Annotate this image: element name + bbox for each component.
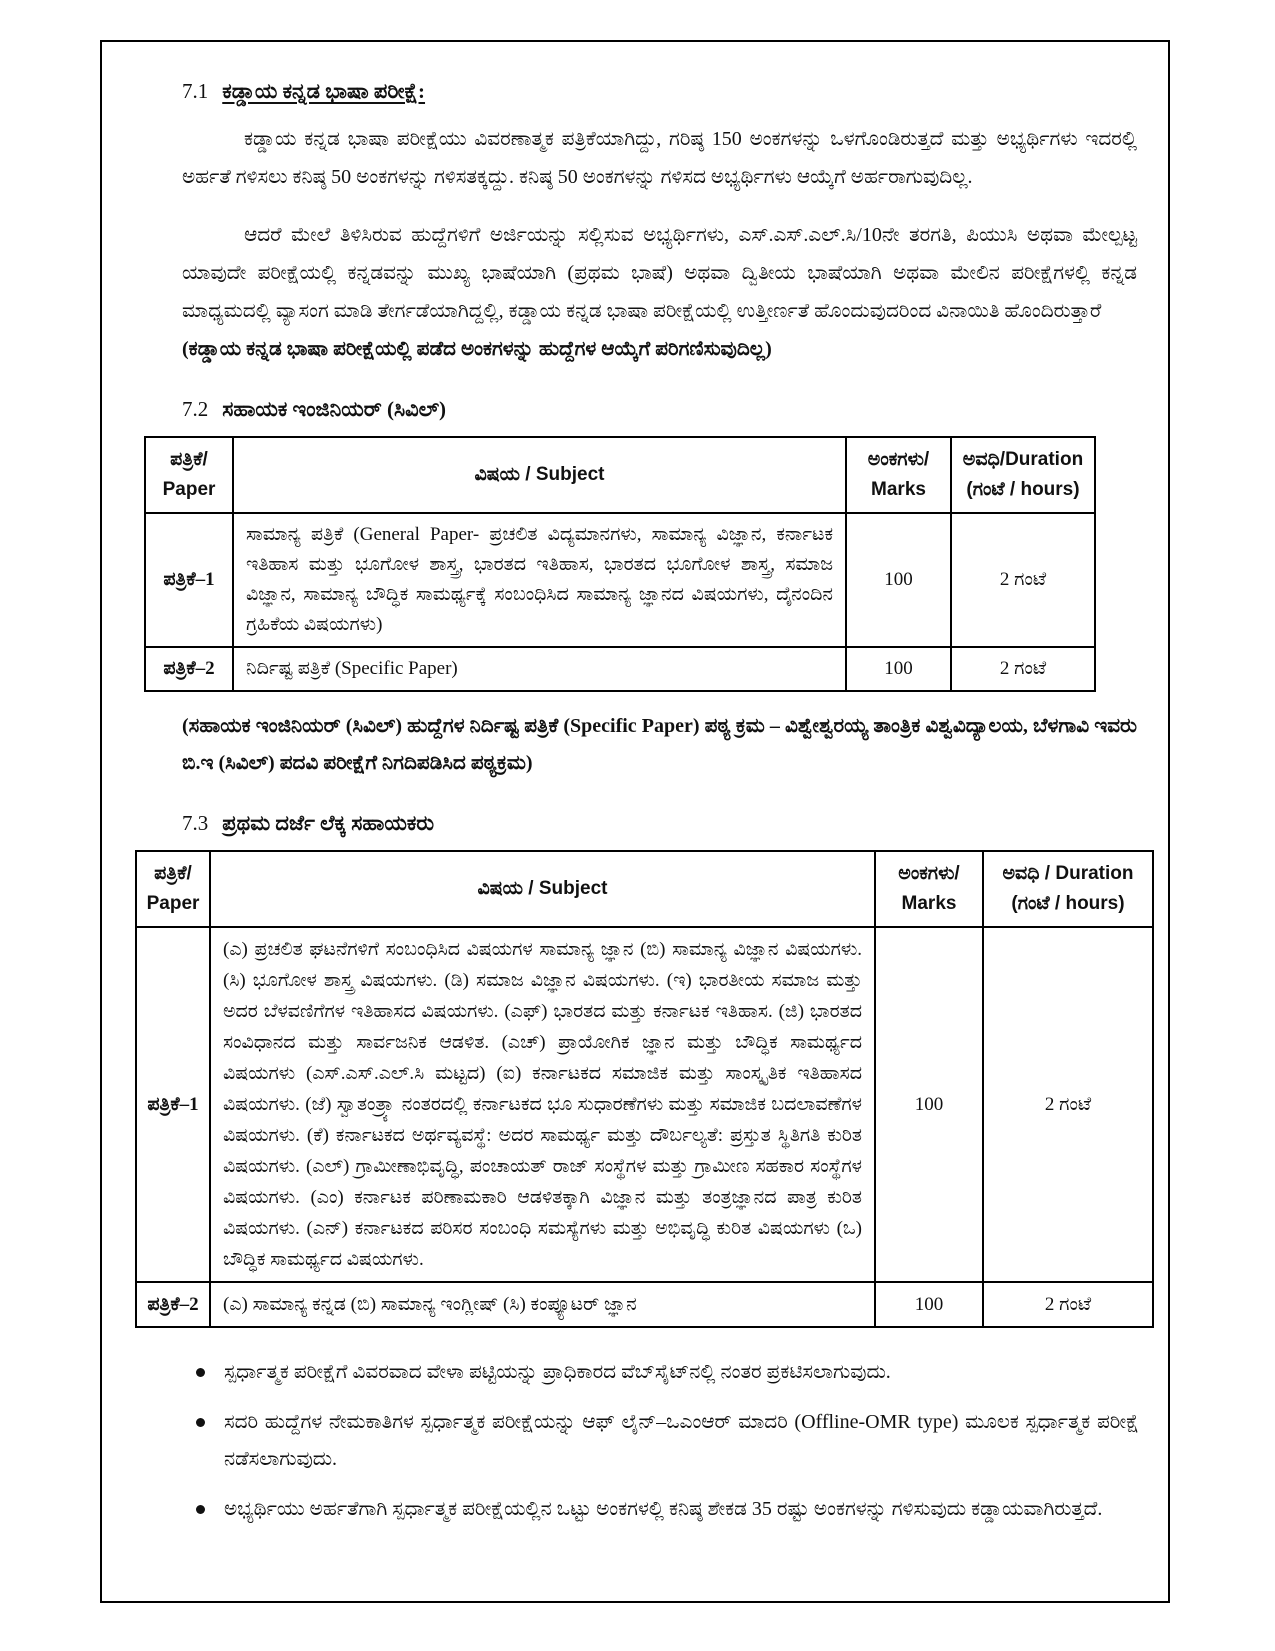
- bullet-icon: [196, 1505, 205, 1514]
- col-header-paper: [145, 437, 233, 513]
- col-header-subject: ವಿಷಯ / Subject: [233, 437, 846, 513]
- col-header-marks-kn: ಅಂಕಗಳು/: [867, 449, 930, 470]
- col-header-subject: ವಿಷಯ / Subject: [210, 851, 875, 927]
- col-header-duration-en: (ಗಂಟೆ / hours): [1011, 893, 1125, 914]
- section-7-3-heading: [182, 808, 1168, 838]
- cell-paper: ಪತ್ರಿಕೆ–1: [136, 927, 210, 1282]
- section-7-2-heading: [182, 394, 1168, 424]
- col-header-duration-en: (ಗಂಟೆ / hours): [966, 479, 1080, 500]
- section-7-3-title: ಪ್ರಥಮ ದರ್ಜೆ ಲೆಕ್ಕ ಸಹಾಯಕರು: [222, 811, 435, 835]
- page-content: [102, 42, 1168, 1601]
- bullet-text: ಅಭ್ಯರ್ಥಿಯು ಅರ್ಹತೆಗಾಗಿ ಸ್ಪರ್ಧಾತ್ಮಕ ಪರೀಕ್ಷೆಯಲ್ಲಿನ ಒಟ್ಟು ಅಂಕಗಳಲ್ಲಿ ಕನಿಷ್ಠ ಶೇಕಡ 35 ರಷ್ಟು ಅಂಕಗಳನ್ನು ಗಳಿಸುವುದು ಕಡ್ಡಾಯವಾಗಿರುತ್ತದೆ.: [224, 1498, 1103, 1520]
- col-header-duration-kn: ಅವಧಿ/Duration: [962, 449, 1084, 470]
- cell-duration: 2 ಗಂಟೆ: [983, 1282, 1153, 1327]
- table-first-division-assistants: [135, 850, 1154, 1328]
- table-7-3-header-row: [136, 851, 1153, 927]
- col-header-marks-en: Marks: [901, 893, 957, 914]
- section-7-2-title: ಸಹಾಯಕ ಇಂಜಿನಿಯರ್ (ಸಿವಿಲ್): [222, 397, 447, 421]
- col-header-marks-en: Marks: [871, 479, 926, 500]
- section-7-3-number: 7.3: [182, 811, 209, 835]
- col-header-marks: [875, 851, 983, 927]
- note-specific-paper-syllabus: (ಸಹಾಯಕ ಇಂಜಿನಿಯರ್ (ಸಿವಿಲ್) ಹುದ್ದೆಗಳ ನಿರ್ದಿಷ್ಟ ಪತ್ರಿಕೆ (Specific Paper) ಪಠ್ಯ ಕ್ರಮ – ವಿಶ್ವೇಶ್ವರಯ್ಯ ತಾಂತ್ರಿಕ ವಿಶ್ವವಿದ್ಯಾಲಯ, ಬೆಳಗಾವಿ ಇವರು ಬಿ.ಇ (ಸಿವಿಲ್) ಪದವಿ ಪರೀಕ್ಷೆಗೆ ನಿಗದಿಪಡಿಸಿದ ಪಠ್ಯಕ್ರಮ): [182, 715, 1137, 774]
- table-row-paper-2: [145, 647, 1095, 691]
- section-7-2-number: 7.2: [182, 397, 209, 421]
- bullet-icon: [196, 1418, 205, 1427]
- cell-subject: ನಿರ್ದಿಷ್ಟ ಪತ್ರಿಕೆ (Specific Paper): [233, 647, 846, 691]
- section-7-1-number: 7.1: [182, 79, 209, 103]
- table-row-paper-1: [145, 513, 1095, 647]
- cell-marks: 100: [875, 1282, 983, 1327]
- col-header-paper-en: Paper: [162, 479, 216, 500]
- table-row-paper-1: [136, 927, 1153, 1282]
- col-header-paper-kn: ಪತ್ರಿಕೆ/: [170, 449, 208, 470]
- col-header-paper-kn: ಪತ್ರಿಕೆ/: [154, 863, 192, 884]
- cell-marks: 100: [875, 927, 983, 1282]
- col-header-duration: [983, 851, 1153, 927]
- bullet-list: [194, 1354, 1139, 1528]
- page-border: [100, 40, 1170, 1603]
- col-header-duration-kn: ಅವಧಿ / Duration: [1002, 863, 1134, 884]
- col-header-paper: [136, 851, 210, 927]
- col-header-marks: [846, 437, 951, 513]
- bullet-item-minimum-marks: [194, 1491, 1139, 1528]
- cell-paper: ಪತ್ರಿಕೆ–1: [145, 513, 233, 647]
- cell-duration: 2 ಗಂಟೆ: [983, 927, 1153, 1282]
- table-7-2-header-row: [145, 437, 1095, 513]
- bullet-item-timetable: [194, 1354, 1139, 1391]
- bullet-text: ಸದರಿ ಹುದ್ದೆಗಳ ನೇಮಕಾತಿಗಳ ಸ್ಪರ್ಧಾತ್ಮಕ ಪರೀಕ್ಷೆಯನ್ನು ಆಫ್ ಲೈನ್–ಒಎಂಆರ್ ಮಾದರಿ (Offline-OMR type) ಮೂಲಕ ಸ್ಪರ್ಧಾತ್ಮಕ ಪರೀಕ್ಷೆ ನಡೆಸಲಾಗುವುದು.: [224, 1411, 1139, 1470]
- table-assistant-engineer: [144, 436, 1096, 692]
- bullet-icon: [196, 1368, 205, 1377]
- cell-marks: 100: [846, 513, 951, 647]
- cell-subject: ಸಾಮಾನ್ಯ ಪತ್ರಿಕೆ (General Paper- ಪ್ರಚಲಿತ ವಿದ್ಯಮಾನಗಳು, ಸಾಮಾನ್ಯ ವಿಜ್ಞಾನ, ಕರ್ನಾಟಕ ಇತಿಹಾಸ ಮತ್ತು ಭೂಗೋಳ ಶಾಸ್ತ್ರ, ಭಾರತದ ಇತಿಹಾಸ, ಭಾರತದ ಭೂಗೋಳ ಶಾಸ್ತ್ರ, ಸಮಾಜ ವಿಜ್ಞಾನ, ಸಾಮಾನ್ಯ ಬೌದ್ಧಿಕ ಸಾಮರ್ಥ್ಯಕ್ಕೆ ಸಂಬಂಧಿಸಿದ ಸಾಮಾನ್ಯ ಜ್ಞಾನದ ವಿಷಯಗಳು, ದೈನಂದಿನ ಗ್ರಹಿಕೆಯ ವಿಷಯಗಳು): [233, 513, 846, 647]
- cell-marks: 100: [846, 647, 951, 691]
- section-7-1-heading: [182, 76, 1168, 106]
- section-7-1-title: ಕಡ್ಡಾಯ ಕನ್ನಡ ಭಾಷಾ ಪರೀಕ್ಷೆ:: [222, 79, 426, 103]
- bullet-item-offline-omr: [194, 1404, 1139, 1478]
- bullet-text: ಸ್ಪರ್ಧಾತ್ಮಕ ಪರೀಕ್ಷೆಗೆ ವಿವರವಾದ ವೇಳಾ ಪಟ್ಟಿಯನ್ನು ಪ್ರಾಧಿಕಾರದ ವೆಬ್‌ಸೈಟ್‌ನಲ್ಲಿ ನಂತರ ಪ್ರಕಟಿಸಲಾಗುವುದು.: [224, 1361, 891, 1383]
- cell-subject: (ಎ) ಪ್ರಚಲಿತ ಘಟನೆಗಳಿಗೆ ಸಂಬಂಧಿಸಿದ ವಿಷಯಗಳ ಸಾಮಾನ್ಯ ಜ್ಞಾನ (ಬಿ) ಸಾಮಾನ್ಯ ವಿಜ್ಞಾನ ವಿಷಯಗಳು. (ಸಿ) ಭೂಗೋಳ ಶಾಸ್ತ್ರ ವಿಷಯಗಳು. (ಡಿ) ಸಮಾಜ ವಿಜ್ಞಾನ ವಿಷಯಗಳು. (ಇ) ಭಾರತೀಯ ಸಮಾಜ ಮತ್ತು ಅದರ ಬೆಳವಣಿಗೆಗಳ ಇತಿಹಾಸದ ವಿಷಯಗಳು. (ಎಫ್) ಭಾರತದ ಮತ್ತು ಕರ್ನಾಟಕ ಇತಿಹಾಸ. (ಜಿ) ಭಾರತದ ಸಂವಿಧಾನದ ಮತ್ತು ಸಾರ್ವಜನಿಕ ಆಡಳಿತ. (ಎಚ್) ಪ್ರಾಯೋಗಿಕ ಜ್ಞಾನ ಮತ್ತು ಬೌದ್ಧಿಕ ಸಾಮರ್ಥ್ಯದ ವಿಷಯಗಳು (ಎಸ್.ಎಸ್.ಎಲ್.ಸಿ ಮಟ್ಟದ) (ಐ) ಕರ್ನಾಟಕದ ಸಮಾಜಿಕ ಮತ್ತು ಸಾಂಸ್ಕೃತಿಕ ಇತಿಹಾಸದ ವಿಷಯಗಳು. (ಜೆ) ಸ್ವಾತಂತ್ರ್ಯಾ ನಂತರದಲ್ಲಿ ಕರ್ನಾಟಕದ ಭೂ ಸುಧಾರಣೆಗಳು ಮತ್ತು ಸಮಾಜಿಕ ಬದಲಾವಣೆಗಳ ವಿಷಯಗಳು. (ಕೆ) ಕರ್ನಾಟಕದ ಅರ್ಥವ್ಯವಸ್ಥೆ: ಅದರ ಸಾಮರ್ಥ್ಯ ಮತ್ತು ದೌರ್ಬಲ್ಯತೆ: ಪ್ರಸ್ತುತ ಸ್ಥಿತಿಗತಿ ಕುರಿತ ವಿಷಯಗಳು. (ಎಲ್) ಗ್ರಾಮೀಣಾಭಿವೃದ್ಧಿ, ಪಂಚಾಯತ್ ರಾಜ್ ಸಂಸ್ಥೆಗಳ ಮತ್ತು ಗ್ರಾಮೀಣ ಸಹಕಾರ ಸಂಸ್ಥೆಗಳ ವಿಷಯಗಳು. (ಎಂ) ಕರ್ನಾಟಕ ಪರಿಣಾಮಕಾರಿ ಆಡಳಿತಕ್ಕಾಗಿ ವಿಜ್ಞಾನ ಮತ್ತು ತಂತ್ರಜ್ಞಾನದ ಪಾತ್ರ ಕುರಿತ ವಿಷಯಗಳು. (ಎನ್) ಕರ್ನಾಟಕದ ಪರಿಸರ ಸಂಬಂಧಿ ಸಮಸ್ಯೆಗಳು ಮತ್ತು ಅಭಿವೃದ್ಧಿ ಕುರಿತ ವಿಷಯಗಳು (ಒ) ಬೌದ್ಧಿಕ ಸಾಮರ್ಥ್ಯದ ವಿಷಯಗಳು.: [210, 927, 875, 1282]
- para-kannada-exam-exemption: ಆದರೆ ಮೇಲೆ ತಿಳಿಸಿರುವ ಹುದ್ದೆಗಳಿಗೆ ಅರ್ಜಿಯನ್ನು ಸಲ್ಲಿಸುವ ಅಭ್ಯರ್ಥಿಗಳು, ಎಸ್.ಎಸ್.ಎಲ್.ಸಿ/10ನೇ ತರಗತಿ, ಪಿಯುಸಿ ಅಥವಾ ಮೇಲ್ಪಟ್ಟ ಯಾವುದೇ ಪರೀಕ್ಷೆಯಲ್ಲಿ ಕನ್ನಡವನ್ನು ಮುಖ್ಯ ಭಾಷೆಯಾಗಿ (ಪ್ರಥಮ ಭಾಷೆ) ಅಥವಾ ದ್ವಿತೀಯ ಭಾಷೆಯಾಗಿ ಅಥವಾ ಮೇಲಿನ ಪರೀಕ್ಷೆಗಳಲ್ಲಿ ಕನ್ನಡ ಮಾಧ್ಯಮದಲ್ಲಿ ವ್ಯಾಸಂಗ ಮಾಡಿ ತೇರ್ಗಡೆಯಾಗಿದ್ದಲ್ಲಿ, ಕಡ್ಡಾಯ ಕನ್ನಡ ಭಾಷಾ ಪರೀಕ್ಷೆಯಲ್ಲಿ ಉತ್ತೀರ್ಣತೆ ಹೊಂದುವುದರಿಂದ ವಿನಾಯಿತಿ ಹೊಂದಿರುತ್ತಾರೆ: [182, 224, 1137, 322]
- para-kannada-exam-pattern: ಕಡ್ಡಾಯ ಕನ್ನಡ ಭಾಷಾ ಪರೀಕ್ಷೆಯು ವಿವರಣಾತ್ಮಕ ಪತ್ರಿಕೆಯಾಗಿದ್ದು, ಗರಿಷ್ಠ 150 ಅಂಕಗಳನ್ನು ಒಳಗೊಂಡಿರುತ್ತದೆ ಮತ್ತು ಅಭ್ಯರ್ಥಿಗಳು ಇದರಲ್ಲಿ ಅರ್ಹತೆ ಗಳಿಸಲು ಕನಿಷ್ಠ 50 ಅಂಕಗಳನ್ನು ಗಳಿಸತಕ್ಕದ್ದು. ಕನಿಷ್ಠ 50 ಅಂಕಗಳನ್ನು ಗಳಿಸದ ಅಭ್ಯರ್ಥಿಗಳು ಆಯ್ಕೆಗೆ ಅರ್ಹರಾಗುವುದಿಲ್ಲ.: [182, 128, 1137, 188]
- cell-paper: ಪತ್ರಿಕೆ–2: [145, 647, 233, 691]
- cell-paper: ಪತ್ರಿಕೆ–2: [136, 1282, 210, 1327]
- cell-subject: (ಎ) ಸಾಮಾನ್ಯ ಕನ್ನಡ (ಬಿ) ಸಾಮಾನ್ಯ ಇಂಗ್ಲೀಷ್ (ಸಿ) ಕಂಪ್ಯೂಟರ್ ಜ್ಞಾನ: [210, 1282, 875, 1327]
- col-header-paper-en: Paper: [146, 893, 200, 914]
- note-marks-not-considered: (ಕಡ್ಡಾಯ ಕನ್ನಡ ಭಾಷಾ ಪರೀಕ್ಷೆಯಲ್ಲಿ ಪಡೆದ ಅಂಕಗಳನ್ನು ಹುದ್ದೆಗಳ ಆಯ್ಕೆಗೆ ಪರಿಗಣಿಸುವುದಿಲ್ಲ): [182, 338, 772, 360]
- col-header-marks-kn: ಅಂಕಗಳು/: [898, 863, 960, 884]
- col-header-duration: [951, 437, 1095, 513]
- cell-duration: 2 ಗಂಟೆ: [951, 647, 1095, 691]
- table-row-paper-2: [136, 1282, 1153, 1327]
- cell-duration: 2 ಗಂಟೆ: [951, 513, 1095, 647]
